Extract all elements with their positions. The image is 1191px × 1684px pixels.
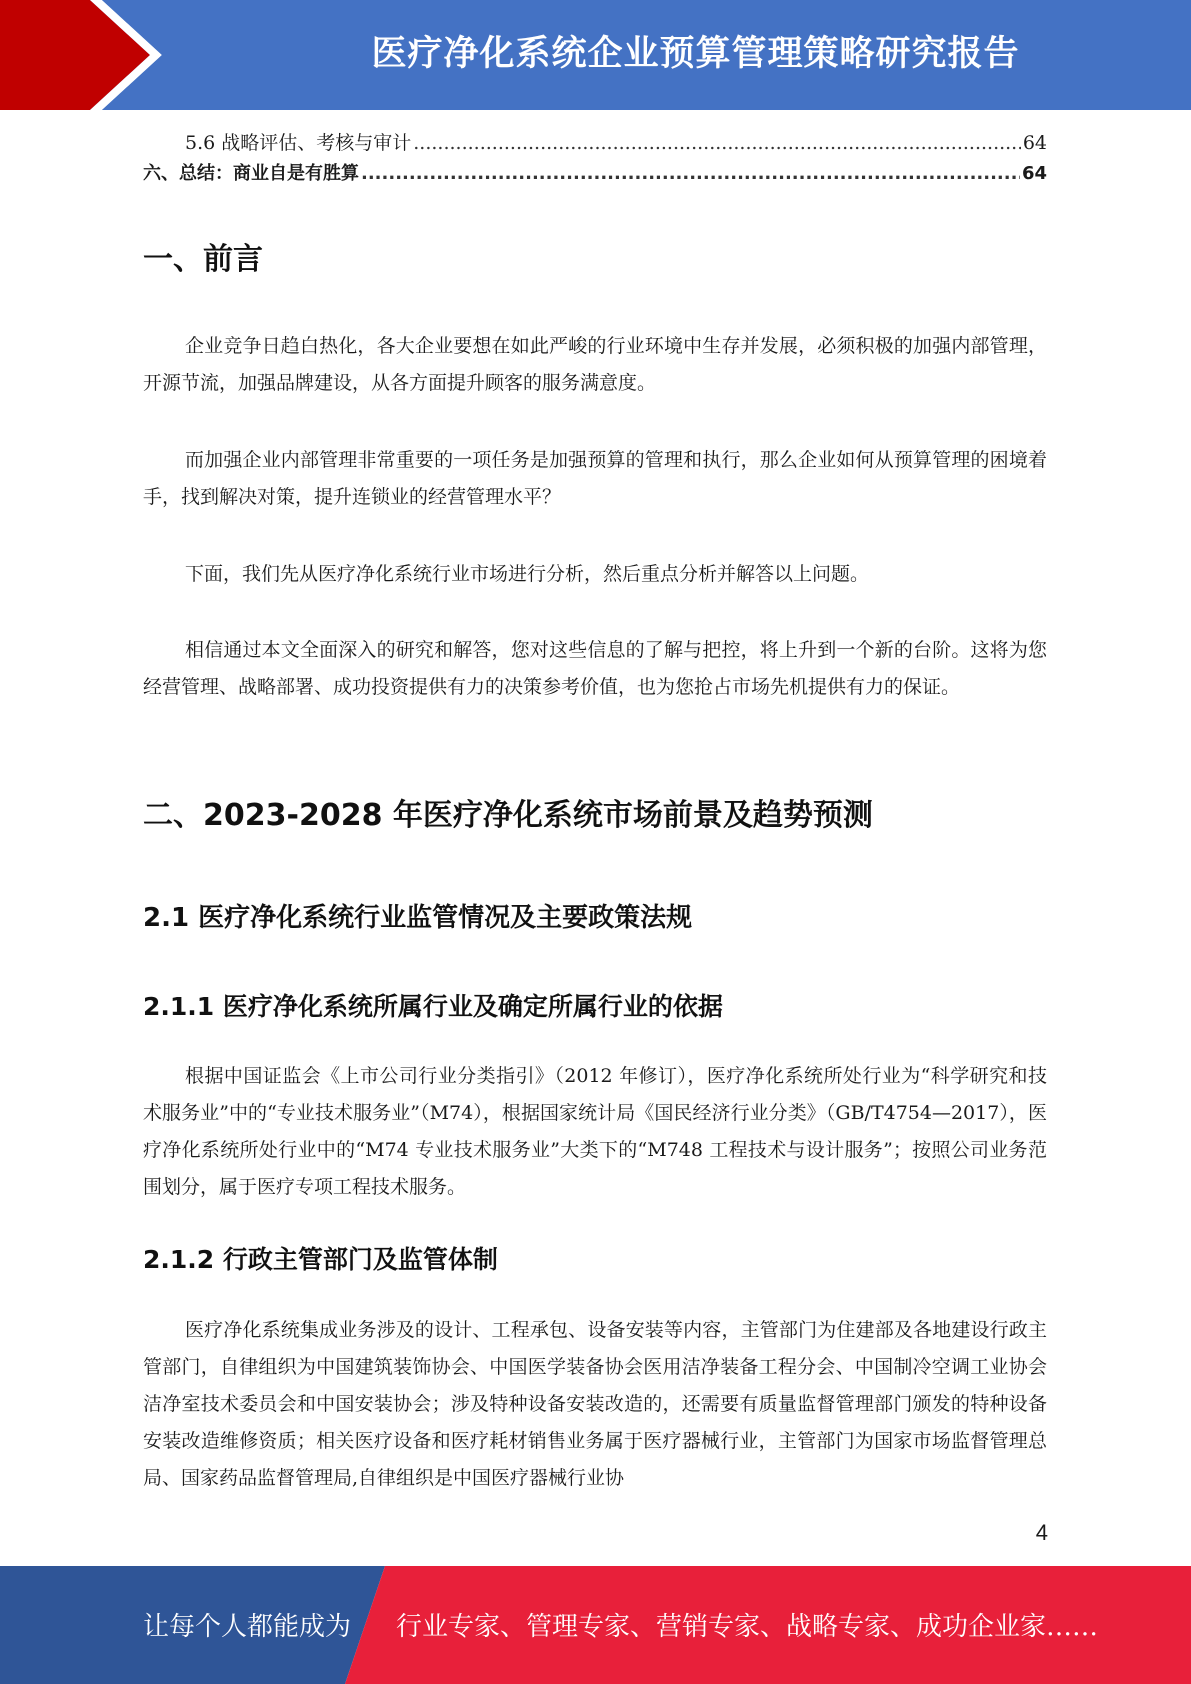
heading-section-2-1-1: 2.1.1 医疗净化系统所属行业及确定所属行业的依据 <box>143 992 723 1021</box>
toc-entry-label: 5.6 战略评估、考核与审计 <box>185 132 412 154</box>
page-number: 4 <box>1035 1520 1048 1545</box>
header-banner <box>0 0 1191 110</box>
footer-slogan-left: 让每个人都能成为 <box>143 1612 352 1642</box>
heading-chapter-2: 二、2023-2028 年医疗净化系统市场前景及趋势预测 <box>143 798 873 833</box>
toc-entry[interactable] <box>143 159 1047 187</box>
paragraph: 相信通过本文全面深入的研究和解答，您对这些信息的了解与把控，将上升到一个新的台阶。这将为您经营管理、战略部署、成功投资提供有力的决策参考价值，也为您抢占市场先机提供有力的保证。 <box>143 639 1047 698</box>
footer-slogan-right: 行业专家、管理专家、营销专家、战略专家、成功企业家…… <box>396 1612 1099 1642</box>
heading-section-2-1-2: 2.1.2 行政主管部门及监管体制 <box>143 1245 498 1274</box>
paragraph: 医疗净化系统集成业务涉及的设计、工程承包、设备安装等内容，主管部门为住建部及各地建设行政主管部门，自律组织为中国建筑装饰协会、中国医学装备协会医用洁净装备工程分会、中国制冷空调工业协会洁净室技术委员会和中国安装协会；涉及特种设备安装改造的，还需要有质量监督管理部门颁发的特种设备安装改造维修资质；相关医疗设备和医疗耗材销售业务属于医疗器械行业，主管部门为国家市场监督管理总局、国家药品监督管理局,自律组织是中国医疗器械行业协 <box>143 1319 1047 1489</box>
toc-entry-page: 64 <box>1022 132 1047 154</box>
heading-preface: 一、前言 <box>143 242 263 277</box>
footer-banner <box>0 1566 1191 1684</box>
toc-entry[interactable] <box>143 128 1047 156</box>
toc-leader-dots <box>413 132 1021 154</box>
paragraph: 企业竞争日趋白热化，各大企业要想在如此严峻的行业环境中生存并发展，必须积极的加强内部管理，开源节流，加强品牌建设，从各方面提升顾客的服务满意度。 <box>143 335 1047 394</box>
report-title: 医疗净化系统企业预算管理策略研究报告 <box>371 34 1020 74</box>
paragraph: 根据中国证监会《上市公司行业分类指引》（2012 年修订），医疗净化系统所处行业为“科学研究和技术服务业”中的“专业技术服务业”（M74），根据国家统计局《国民经济行业分类》（GB/T4754—2017），医疗净化系统所处行业中的“M74 专业技术服务业”大类下的“M748 工程技术与设计服务”；按照公司业务范围划分，属于医疗专项工程技术服务。 <box>143 1065 1047 1198</box>
toc-leader-dots <box>361 163 1020 184</box>
toc-entry-page: 64 <box>1021 163 1047 184</box>
toc-entry-label: 六、总结：商业自是有胜算 <box>143 163 359 184</box>
heading-section-2-1: 2.1 医疗净化系统行业监管情况及主要政策法规 <box>143 903 693 933</box>
paragraph: 下面，我们先从医疗净化系统行业市场进行分析，然后重点分析并解答以上问题。 <box>185 563 870 585</box>
paragraph: 而加强企业内部管理非常重要的一项任务是加强预算的管理和执行，那么企业如何从预算管理的困境着手，找到解决对策，提升连锁业的经营管理水平？ <box>143 449 1047 508</box>
